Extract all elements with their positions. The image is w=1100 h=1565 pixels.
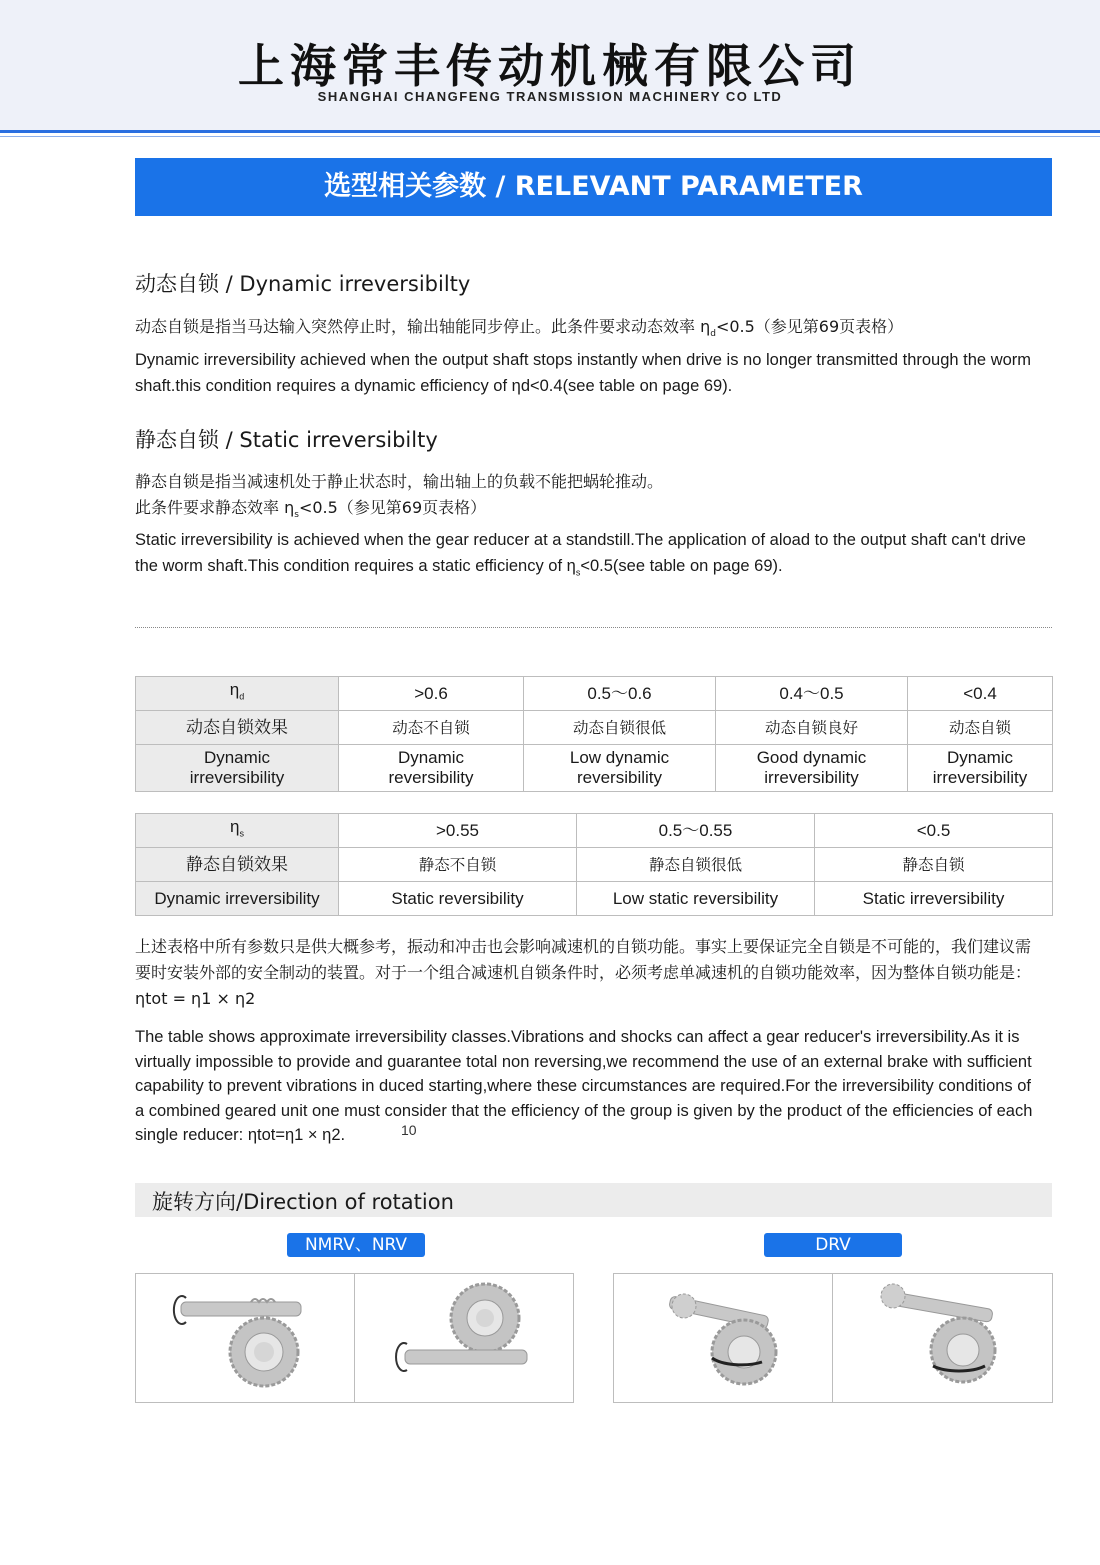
static-efficiency-table [135,813,1053,916]
dynamic-efficiency-table [135,676,1053,792]
nmrv-nrv-tag: NMRV、NRV [287,1233,425,1257]
table-row-label: 动态自锁效果 [136,711,339,745]
static-cn-line1: 静态自锁是指当减速机处于静止状态时，输出轴上的负载不能把蜗轮推动。 [135,472,664,491]
table-cell: Static reversibility [339,882,577,916]
table-cell: Static irreversibility [815,882,1053,916]
table-cell: 静态不自锁 [339,848,577,882]
table-cell: 0.4～0.5 [716,677,908,711]
table-cell: Dynamic irreversibility [908,745,1053,792]
table-row-label: Dynamic irreversibility [136,745,339,792]
table-cell: Good dynamic irreversibility [716,745,908,792]
static-section-title: 静态自锁 / Static irreversibilty [135,428,438,452]
page-number: 10 [401,1122,417,1138]
table-header-symbol: $\eta_s$ [136,814,339,848]
dynamic-section-title: 动态自锁 / Dynamic irreversibilty [135,272,471,296]
table-cell: 动态自锁良好 [716,711,908,745]
company-name-cn: 上海常丰传动机械有限公司 [238,39,862,93]
rotation-section-title: 旋转方向/Direction of rotation [152,1190,454,1214]
table-cell: 动态自锁 [908,711,1053,745]
worm-gear-image-4 [832,1273,1053,1403]
table-row-label: 静态自锁效果 [136,848,339,882]
table-cell: 0.5～0.6 [524,677,716,711]
worm-gear-image-3 [613,1273,834,1403]
static-en-paragraph: Static irreversibility is achieved when the gear reducer at a standstill.The application of aload to the output shaft can't drive the worm shaft.This condition requires a static efficiency of $\eta_s<0.5(see$ table on page 69). [135,531,1026,578]
table-cell: >0.6 [339,677,524,711]
table-row-label: Dynamic irreversibility [136,882,339,916]
table-cell: Low static reversibility [577,882,815,916]
dynamic-cn-paragraph: 动态自锁是指当马达输入突然停止时，输出轴能同步停止。此条件要求动态效率 $\eta_d<0.5$（参见第69页表格） [135,317,904,340]
drv-tag: DRV [764,1233,902,1257]
company-name-en: SHANGHAI CHANGFENG TRANSMISSION MACHINERY CO LTD [317,89,783,104]
note-en-paragraph: The table shows approximate irreversibility classes.Vibrations and shocks can affect a gear reducer's irreversibility.As it is virtually impossible to provide and guarantee total non reversing,we recommend the use of an external brake with sufficient capability to prevent vibrations in duced starting,where these circumstances are required.For the irreversibility conditions of a combined geared unit one must consider that the efficiency of the group is given by the product of the efficiencies of each single reducer: ηtot=η1 × η2. [135,1028,1033,1144]
table-cell: <0.5 [815,814,1053,848]
section-banner: 选型相关参数 / RELEVANT PARAMETER [135,158,1052,216]
table-cell: 动态自锁很低 [524,711,716,745]
table-header-symbol: $\eta_d$ [136,677,339,711]
dotted-divider [135,627,1052,628]
dynamic-en-paragraph: Dynamic irreversibility achieved when the output shaft stops instantly when drive is no longer transmitted through the worm shaft.this condition requires a dynamic efficiency of ηd<0.4(see table on page 69). [135,351,1032,395]
table-cell: 静态自锁很低 [577,848,815,882]
worm-gear-image-1 [135,1273,356,1403]
note-cn-paragraph: 上述表格中所有参数只是供大概参考，振动和冲击也会影响减速机的自锁功能。事实上要保证完全自锁是不可能的，我们建议需要时安装外部的安全制动的装置。对于一个组合减速机自锁条件时，必须考虑单减速机的自锁功能效率，因为整体自锁功能是： ηtot = η1 × η2 [135,937,1032,1008]
table-cell: Low dynamic reversibility [524,745,716,792]
table-cell: >0.55 [339,814,577,848]
table-cell: 动态不自锁 [339,711,524,745]
table-cell: <0.4 [908,677,1053,711]
table-cell: 静态自锁 [815,848,1053,882]
table-cell: 0.5～0.55 [577,814,815,848]
worm-gear-image-2 [354,1273,574,1403]
table-cell: Dynamic reversibility [339,745,524,792]
header-divider-thin [0,136,1100,137]
header-divider [0,130,1100,133]
static-cn-line2: 此条件要求静态效率 $\eta_s<0.5$（参见第69页表格） [135,498,487,521]
